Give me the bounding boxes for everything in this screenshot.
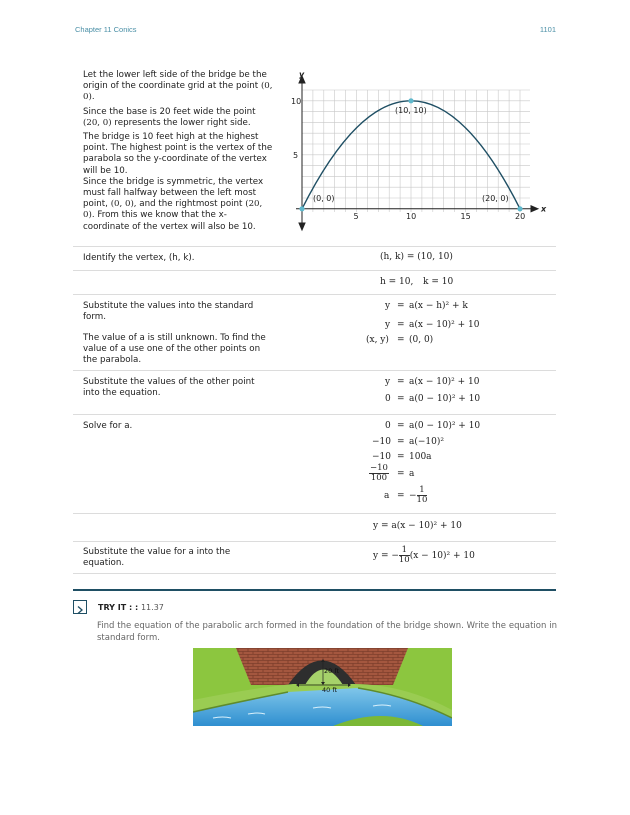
step-label: Identify the vertex, (h, k).	[83, 253, 195, 263]
fraction-neg10-over-100: $\frac{-10}{100}$	[370, 463, 388, 483]
label-right: (20, 0)	[482, 194, 509, 203]
eq-right: a(x − h)² + k	[409, 301, 468, 311]
eq-left: 0	[385, 394, 391, 404]
eq-sign: =	[397, 377, 405, 387]
x-tick-20: 20	[515, 212, 526, 221]
step-substitute-point	[73, 370, 556, 414]
axes	[296, 76, 538, 230]
x-axis-label: x	[541, 204, 547, 214]
step-solve-for-a	[73, 414, 556, 513]
x-tick-15: 15	[460, 212, 471, 221]
eq-sign: =	[397, 335, 405, 345]
step-label: Substitute the values of the other point into the equation.	[83, 377, 255, 398]
eq-left: y	[385, 301, 391, 311]
general-equation: y = a(x − 10)² + 10	[373, 521, 462, 531]
vertex-equation: (h, k) = (10, 10)	[380, 252, 453, 262]
eq-right: a	[409, 469, 415, 479]
y-tick-5: 5	[293, 151, 299, 160]
eq-left: 0	[385, 421, 391, 431]
eq-sign: =	[397, 452, 405, 462]
step-note: The value of a is still unknown. To find the value of a use one of the other points on the parabola.	[83, 333, 266, 365]
step-general-form	[73, 513, 556, 541]
h-value: h = 10,	[380, 277, 414, 287]
step-vertex-values	[73, 270, 556, 294]
label-vertex: (10, 10)	[395, 106, 427, 115]
bridge-width-label: 40 ft	[322, 686, 338, 694]
intro-paragraph-2: Since the base is 20 feet wide the point (20, 0) represents the lower right side.	[83, 106, 256, 128]
y-tick-10: 10	[291, 97, 302, 106]
eq-right: 100a	[409, 452, 432, 462]
eq-left: −10	[372, 452, 391, 462]
page-number: 1101	[539, 25, 556, 34]
eq-sign: =	[397, 421, 405, 431]
try-it-label: TRY IT : : 11.37	[98, 603, 164, 612]
eq-right: a(0 − 10)² + 10	[409, 421, 481, 431]
eq-sign: =	[397, 469, 405, 479]
eq-sign: =	[397, 301, 405, 311]
step-label: Solve for a.	[83, 421, 133, 431]
x-tick-10: 10	[406, 212, 417, 221]
eq-right: a(0 − 10)² + 10	[409, 394, 481, 404]
label-origin: (0, 0)	[313, 194, 335, 203]
eq-sign: =	[397, 491, 405, 501]
fraction-neg-one-tenth: − $\frac{1}{10}$	[409, 485, 428, 505]
parabola-graph	[282, 66, 552, 236]
eq-left: −10	[372, 437, 391, 447]
step-standard-form	[73, 294, 556, 370]
try-it-text: Find the equation of the parabolic arch formed in the foundation of the bridge shown. Write the equation in standard form.	[97, 621, 557, 643]
eq-left: a	[384, 491, 390, 501]
point-right	[517, 206, 522, 211]
intro-text	[83, 70, 273, 236]
eq-right: a(−10)²	[409, 437, 444, 447]
section-divider	[73, 589, 556, 591]
k-value: k = 10	[423, 277, 454, 287]
chapter-header: Chapter 11 Conics	[75, 25, 137, 34]
intro-paragraph-1: Let the lower left side of the bridge be the origin of the coordinate grid at the point (0, 0).	[83, 70, 273, 103]
y-axis-label: y	[299, 70, 305, 79]
step-label: Substitute the values into the standard form.	[83, 301, 254, 322]
x-tick-5: 5	[353, 212, 359, 221]
chevron-right-icon[interactable]	[73, 600, 87, 614]
intro-paragraph-3: The bridge is 10 feet high at the highest point. The highest point is the vertex of the parabola so the y-coordinate of the vertex will be 10.	[83, 132, 273, 176]
eq-left: y	[385, 320, 391, 330]
eq-right: a(x − 10)² + 10	[409, 320, 480, 330]
eq-left: (x, y)	[366, 335, 389, 345]
step-label: Substitute the value for a into the equation.	[83, 547, 231, 568]
solution-steps	[73, 246, 556, 574]
point-origin	[299, 206, 304, 211]
final-equation: y = − $\frac{1}{10}$ (x − 10)² + 10	[373, 545, 475, 565]
point-vertex	[408, 98, 413, 103]
eq-sign: =	[397, 394, 405, 404]
intro-paragraph-4: Since the bridge is symmetric, the vertex must fall halfway between the left most point, (0, 0), and the rightmost point (20, 0). From this we know that the x-coordinate of the vertex will also be 10.	[83, 176, 264, 232]
bridge-illustration	[193, 648, 452, 726]
eq-sign: =	[397, 437, 405, 447]
step-final-equation	[73, 541, 556, 574]
eq-left: y	[385, 377, 391, 387]
eq-right: (0, 0)	[409, 335, 434, 345]
step-identify-vertex	[73, 246, 556, 270]
eq-right: a(x − 10)² + 10	[409, 377, 480, 387]
bridge-height-label: 20 ft	[324, 667, 340, 675]
eq-sign: =	[397, 320, 405, 330]
